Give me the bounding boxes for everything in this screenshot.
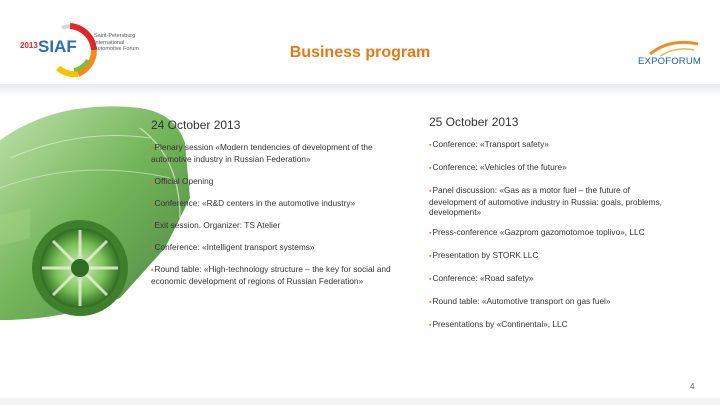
bullet-icon: ▪ [429, 322, 432, 329]
program-item [429, 139, 665, 151]
bullet-icon: ▪ [429, 188, 432, 195]
program-item [151, 176, 413, 188]
program-item-text: Exit session. Organizer: TS Atelier [154, 220, 281, 230]
expoforum-name: EXPOFORUM [638, 56, 702, 67]
bullet-icon: ▪ [151, 223, 154, 230]
day1-date: 24 October 2013 [151, 118, 241, 132]
program-item-text: Plenary session «Modern tendencies of development of the automotive industry in Russian Federation» [151, 142, 373, 164]
siaf-name: SIAF [38, 37, 77, 56]
program-item-text: Presentations by «Continental», LLC [432, 319, 568, 329]
bullet-icon: ▪ [429, 230, 432, 237]
siaf-subtitle-line: International [94, 39, 125, 46]
program-item [429, 162, 665, 174]
bullet-icon: ▪ [151, 179, 154, 186]
expoforum-swoosh-icon [650, 42, 698, 54]
program-item [429, 227, 665, 239]
siaf-subtitle-line: Automotive Forum [94, 46, 139, 52]
day2-column [429, 115, 665, 331]
program-item-text: Presentation by STORK LLC [432, 250, 539, 260]
bullet-icon: ▪ [429, 276, 432, 283]
program-item [151, 198, 413, 210]
program-item [151, 220, 413, 232]
program-item-text: Press-conference «Gazprom gazomotornoe toplivo», LLC [432, 227, 645, 237]
program-item-text: Round table: «High-technology structure – the key for social and economic development of regions of Russian Federation» [151, 264, 391, 286]
program-item [151, 142, 413, 164]
page-title: Business program [289, 44, 431, 61]
program-item-text: Conference: «Vehicles of the future» [432, 162, 567, 172]
bullet-icon: ▪ [151, 245, 154, 252]
program-item-text: Official Opening [154, 176, 214, 186]
bullet-icon: ▪ [429, 165, 432, 172]
program-item [429, 250, 665, 262]
program-item-text: Conference: «Road safety» [432, 273, 534, 283]
bullet-icon: ▪ [151, 201, 154, 208]
program-item [429, 319, 665, 331]
siaf-subtitle-line: Saint-Petersburg [94, 33, 136, 39]
siaf-year: 2013 [20, 41, 38, 50]
bullet-icon: ▪ [429, 142, 432, 149]
day1-column [151, 118, 413, 286]
bullet-icon: ▪ [151, 267, 154, 274]
program-item [151, 264, 413, 286]
page-number: 4 [690, 382, 695, 391]
program-item-text: Conference: «R&D centers in the automotive industry» [154, 198, 356, 208]
program-item [151, 242, 413, 254]
bullet-icon: ▪ [151, 145, 154, 152]
program-item [429, 273, 665, 285]
footer-band [0, 398, 720, 405]
day2-date: 25 October 2013 [429, 115, 519, 129]
program-item-text: Panel discussion: «Gas as a motor fuel – the future of development of automotive industry in Russia: goals, problems, development» [429, 185, 662, 217]
bullet-icon: ▪ [429, 299, 432, 306]
program-item-text: Conference: «Transport safety» [432, 139, 549, 149]
program-item [429, 185, 665, 217]
program-item-text: Round table: «Automotive transport on gas fuel» [432, 296, 611, 306]
bullet-icon: ▪ [429, 253, 432, 260]
program-item-text: Conference: «Intelligent transport systems» [154, 242, 315, 252]
program-item [429, 296, 665, 308]
